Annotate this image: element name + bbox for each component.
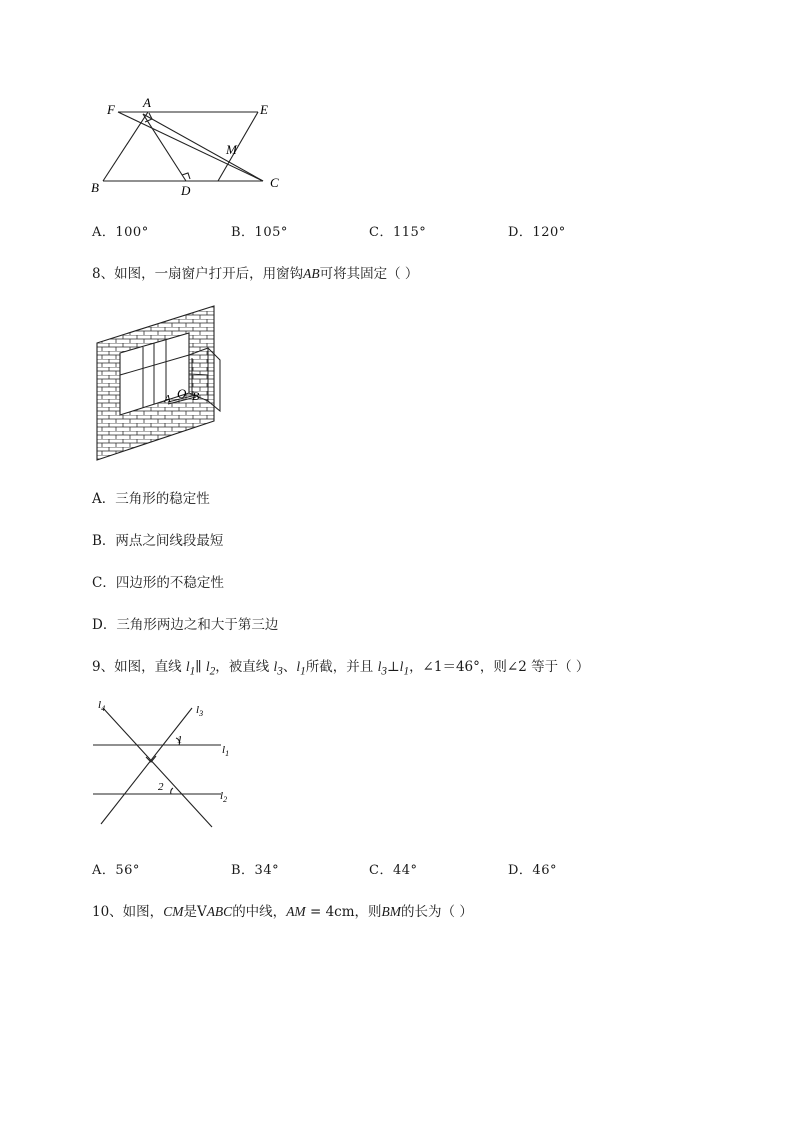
label-B: B (91, 180, 99, 195)
q8-choice-b: B．两点之间线段最短 (92, 533, 224, 549)
q10-text: 的中线， (232, 904, 287, 920)
q9-l3-sub: 3 (381, 665, 387, 678)
q9-choice-c: C．44° (369, 863, 418, 878)
window-wall-figure-q8 (92, 303, 232, 465)
q8-var-ab: AB (303, 266, 320, 281)
q10-eq: = 4cm (305, 904, 355, 920)
q9-l3: l (273, 659, 278, 674)
label-O: O (177, 386, 187, 401)
geometry-figure-q7 (85, 92, 295, 202)
label-l4: $l_4$ (98, 699, 106, 713)
q8-choice-d: D．三角形两边之和大于第三边 (92, 617, 279, 633)
question-9-stem (92, 655, 589, 678)
q10-triangle-symbol: V (196, 904, 207, 920)
choice-a: A．100° (92, 225, 149, 240)
angle-2-label: 2 (158, 781, 164, 793)
question-8-stem (92, 262, 418, 282)
label-F: F (107, 102, 115, 117)
q10-text: 是 (183, 904, 197, 920)
q8-choice-a: A．三角形的稳定性 (92, 491, 210, 507)
q9-l3-sub: 3 (277, 665, 283, 678)
label-l1: $l_1$ (222, 744, 230, 758)
q10-text: ，则 (354, 904, 382, 920)
label-l2: $l_2$ (220, 790, 228, 804)
label-l3: $l_3$ (196, 704, 204, 718)
q10-cm: CM (163, 904, 184, 919)
q9-l1: l (399, 659, 404, 674)
q9-text: 所截，并且 (305, 659, 378, 675)
choice-b: B．105° (231, 225, 288, 240)
q9-l3: l (377, 659, 382, 674)
q9-l1: l (185, 659, 190, 674)
q9-l1-sub: 1 (189, 665, 196, 678)
label-E: E (260, 102, 268, 117)
q9-choice-b: B．34° (231, 863, 280, 878)
q9-l1-sub: 1 (300, 665, 306, 678)
q9-choice-a: A．56° (92, 863, 140, 878)
q9-parallel: ∥ (195, 659, 206, 675)
q9-text: ，∠1＝46°，则∠2 等于（ ） (409, 659, 590, 675)
label-M: M (226, 142, 237, 157)
q10-abc: ABC (206, 904, 233, 919)
q9-l2-sub: 2 (209, 665, 216, 678)
lines-figure-q9 (88, 696, 248, 836)
q9-choice-d: D．46° (508, 863, 557, 878)
choice-d: D．120° (508, 225, 566, 240)
q10-am: AM (286, 904, 306, 919)
choice-c: C．115° (369, 225, 427, 240)
label-A: A (164, 393, 171, 405)
q8-stem-suffix: 可将其固定（ ） (319, 266, 419, 282)
label-A: A (143, 95, 151, 110)
q10-text: 的长为（ ） (401, 904, 473, 920)
label-B: B (192, 389, 200, 403)
q9-l2: l (205, 659, 210, 674)
q10-text: 10、如图， (92, 904, 164, 920)
q9-perp: ⊥ (386, 659, 400, 675)
q9-l1-sub: 1 (403, 665, 410, 678)
q9-text: 9、如图，直线 (92, 659, 186, 675)
q8-stem-prefix: 8、如图，一扇窗户打开后，用窗钩 (92, 266, 304, 282)
label-D: D (181, 183, 191, 198)
label-C: C (270, 175, 279, 190)
q9-text: ，被直线 (215, 659, 274, 675)
q8-choice-c: C．四边形的不稳定性 (92, 575, 224, 591)
angle-1-label: 1 (177, 734, 183, 746)
question-10-stem (92, 900, 473, 920)
q10-bm: BM (381, 904, 402, 919)
q9-l1: l (296, 659, 301, 674)
q9-text: 、 (282, 659, 297, 675)
